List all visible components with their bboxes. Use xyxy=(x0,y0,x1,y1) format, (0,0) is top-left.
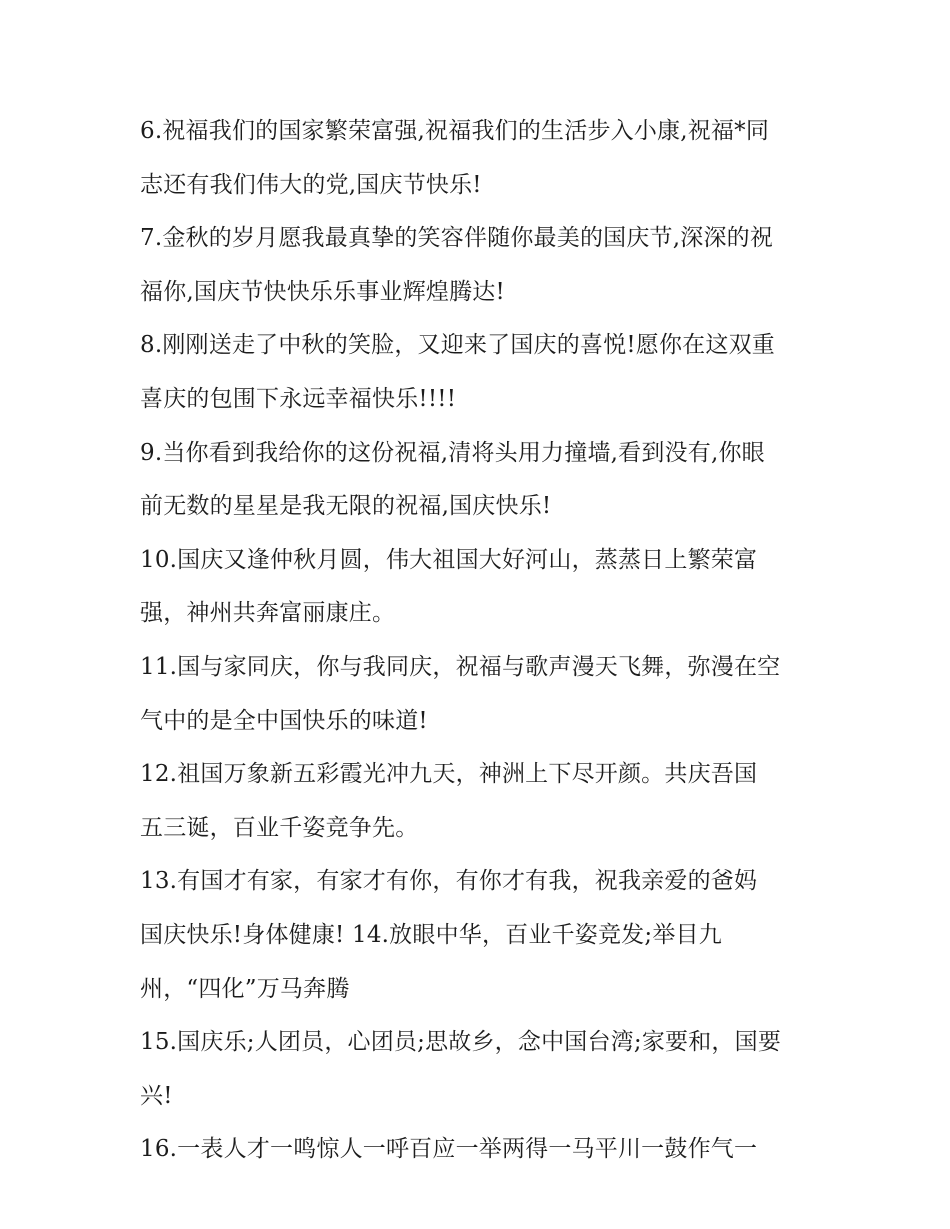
text-line: 志还有我们伟大的党,国庆节快乐! xyxy=(140,171,482,198)
text-line: 兴! xyxy=(140,1082,173,1109)
text-line: 16.一表人才一鸣惊人一呼百应一举两得一马平川一鼓作气一 xyxy=(140,1136,758,1163)
text-line: 州，“四化”万马奔腾 xyxy=(140,975,350,1002)
text-line: 8.刚刚送走了中秋的笑脸，又迎来了国庆的喜悦!愿你在这双重 xyxy=(140,332,775,359)
text-line: 9.当你看到我给你的这份祝福,清将头用力撞墙,看到没有,你眼 xyxy=(140,439,765,466)
text-line: 喜庆的包围下永远幸福快乐!!!! xyxy=(140,385,457,412)
text-line: 15.国庆乐;人团员，心团员;思故乡，念中国台湾;家要和，国要 xyxy=(140,1029,782,1056)
text-line: 10.国庆又逢仲秋月圆，伟大祖国大好河山，蒸蒸日上繁荣富 xyxy=(140,546,758,573)
text-line: 12.祖国万象新五彩霞光冲九天，神洲上下尽开颜。共庆吾国 xyxy=(140,761,758,788)
text-line: 福你,国庆节快快乐乐事业辉煌腾达! xyxy=(140,278,505,305)
text-line: 13.有国才有家，有家才有你，有你才有我，祝我亲爱的爸妈 xyxy=(140,868,758,895)
text-line: 国庆快乐!身体健康! 14.放眼中华，百业千姿竞发;举目九 xyxy=(140,921,722,948)
text-line: 7.金秋的岁月愿我最真挚的笑容伴随你最美的国庆节,深深的祝 xyxy=(140,225,774,252)
text-line: 11.国与家同庆，你与我同庆，祝福与歌声漫天飞舞，弥漫在空 xyxy=(140,653,781,680)
text-line: 前无数的星星是我无限的祝福,国庆快乐! xyxy=(140,493,552,520)
text-line: 五三诞，百业千姿竞争先。 xyxy=(140,814,419,841)
text-line: 强，神州共奔富丽康庄。 xyxy=(140,600,396,627)
text-line: 6.祝福我们的国家繁荣富强,祝福我们的生活步入小康,祝福*同 xyxy=(140,118,770,144)
text-line: 气中的是全中国快乐的味道! xyxy=(140,707,428,734)
document-body xyxy=(140,105,820,1177)
